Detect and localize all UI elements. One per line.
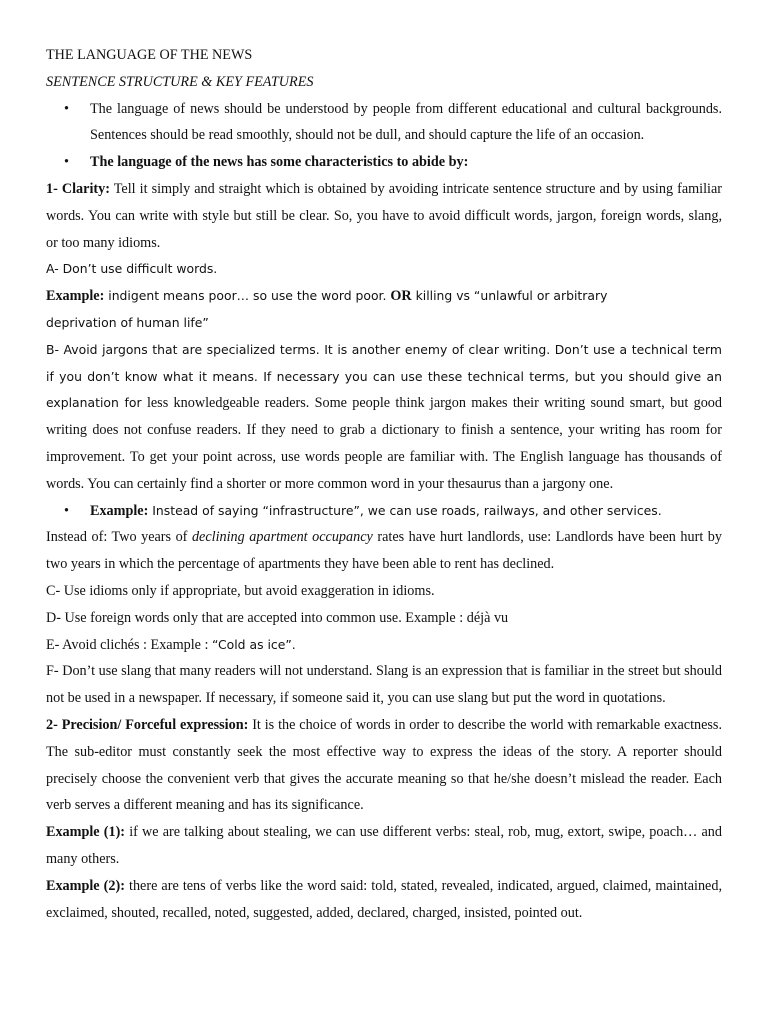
- example-a-text-1: indigent means poor… so use the word poor.: [104, 288, 391, 304]
- point-a: [46, 256, 722, 283]
- instead-of-italic: declining apartment occupancy: [191, 529, 373, 546]
- point-e-text-1: E- Avoid clichés : Example :: [46, 636, 213, 653]
- example-b-text: Instead of saying “infrastructure”, we can use roads, railways, and other services.: [148, 502, 662, 518]
- instead-of-text-2: rates have hurt landlords, use: Landlords have been hurt by two years in which the percentage of apartments they have been able to rent has declined.: [46, 529, 722, 573]
- example-1-text: if we are talking about stealing, we can use different verbs: steal, rob, mug, extort, swipe, poach… and many others.: [46, 824, 722, 867]
- example-a-text-3: deprivation of human life”: [46, 314, 209, 330]
- example-a-label: Example:: [46, 288, 105, 305]
- document-subtitle: SENTENCE STRUCTURE & KEY FEATURES: [46, 73, 314, 90]
- point-c: C- Use idioms only if appropriate, but avoid exaggeration in idioms.: [46, 582, 435, 599]
- example-a-line-2: [46, 310, 722, 337]
- instead-of-paragraph: [46, 524, 722, 578]
- example-b-bullet: [46, 498, 722, 525]
- precision-label: 2- Precision/ Forceful expression:: [46, 716, 249, 733]
- clarity-paragraph: [46, 176, 722, 256]
- point-a-text: A- Don’t use difficult words.: [46, 261, 218, 277]
- example-2-text: there are tens of verbs like the word said: told, stated, revealed, indicated, argued, claimed, maintained, exclaimed, shouted, recalled, noted, suggested, added, declared, charged, insisted, pointed out.: [46, 877, 722, 921]
- example-2-paragraph: [46, 873, 722, 927]
- instead-of-text-1: Instead of: Two years of: [46, 529, 192, 546]
- point-b-text-2: less knowledgeable readers. Some people think jargon makes their writing sound smart, but good writing does not confuse readers. If they need to grab a dictionary to finish a sentence, your writing has room for improvement. To get your point across, use words people are familiar with. The English language has thousands of words. You can certainly find a shorter or more common word in your thesaurus than a jargony one.: [46, 395, 722, 492]
- point-f: F- Don’t use slang that many readers will not understand. Slang is an expression that is familiar in the street but should not be used in a newspaper. If necessary, if someone said it, you can use slang but put the word in quotations.: [46, 663, 722, 707]
- point-b-text-1: B- Avoid jargons that are specialized terms. It is another enemy of clear writing. Don’t use a technical term if you don’t know what it means. If necessary you can use these technical terms, but you should give an explanation for: [46, 341, 722, 411]
- point-d: D- Use foreign words only that are accepted into common use. Example : déjà vu: [46, 609, 509, 626]
- example-2-label: Example (2):: [46, 877, 125, 894]
- point-e-text-2: “Cold as ice”.: [212, 636, 296, 652]
- example-b-label: Example:: [90, 502, 149, 519]
- bullet-item-2: [46, 149, 722, 176]
- precision-paragraph: [46, 712, 722, 819]
- point-b: [46, 337, 722, 498]
- example-a-or: OR: [390, 288, 412, 305]
- document-title: THE LANGUAGE OF THE NEWS: [46, 47, 253, 63]
- example-1-paragraph: [46, 819, 722, 873]
- point-e: [46, 632, 722, 659]
- clarity-text: Tell it simply and straight which is obtained by avoiding intricate sentence structure and by using familiar words. You can write with style but still be clear. So, you have to avoid difficult words, jargon, foreign words, slang, or too many idioms.: [46, 180, 722, 251]
- clarity-label: 1- Clarity:: [46, 180, 110, 197]
- precision-text: It is the choice of words in order to describe the world with remarkable exactness. The sub-editor must constantly seek the most effective way to express the ideas of the story. A reporter should precisely choose the convenient verb that gives the accurate meaning so that he/she doesn’t mislead the reader. Each verb serves a different meaning and has its significance.: [46, 716, 722, 814]
- example-1-label: Example (1):: [46, 824, 126, 841]
- example-a-line-1: [46, 283, 722, 310]
- bullet-item-1: • The language of news should be understood by people from different educational and cultural backgrounds. Sentences should be read smoothly, should not be dull, and should capture the life of an occasion.: [46, 96, 722, 150]
- example-a-text-2: killing vs “unlawful or arbitrary: [411, 288, 608, 304]
- bullet-item-2-text: The language of the news has some characteristics to abide by:: [90, 154, 469, 171]
